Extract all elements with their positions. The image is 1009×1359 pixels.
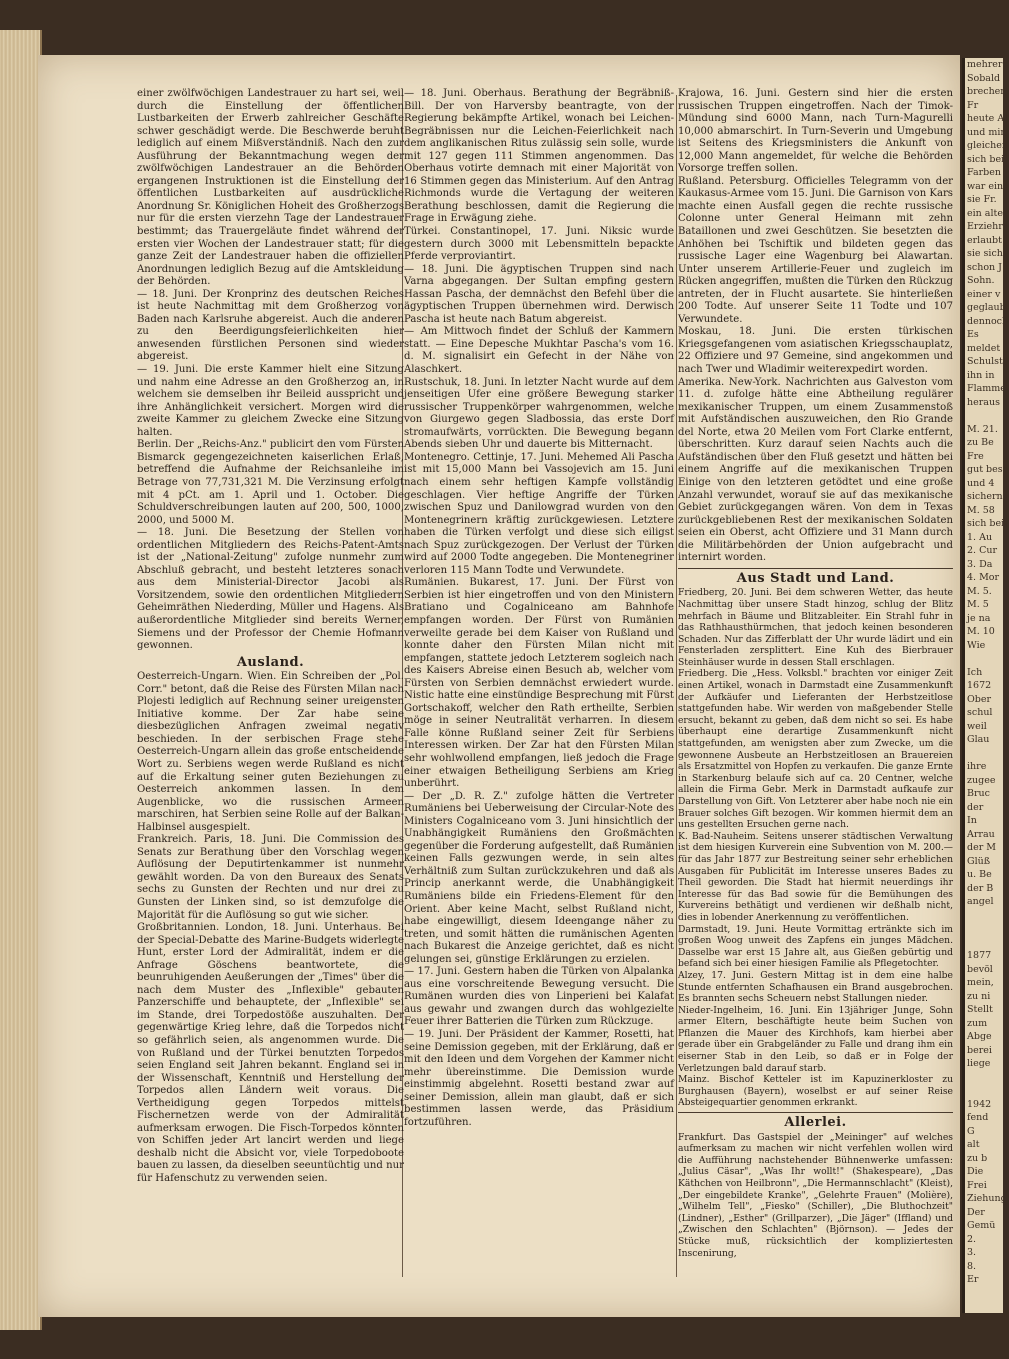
adjacent-page-line: heute Al — [967, 113, 1008, 124]
adjacent-page-line: alt — [967, 1139, 980, 1150]
section-heading-ausland: Ausland. — [236, 654, 305, 670]
article-paragraph: — 18. Juni. Oberhaus. Berathung der Begräbniß-Bill. Der von Harversby beantragte, von der Regierung bekämpfte Artikel, wonach bei Leichen-Begräbnissen nur die Leichen-Feierlichkeit nach dem anglikanischen Ritus zulässig sein solle, wurde mit 127 gegen 111 Stimmen angenommen. Das Oberhaus votirte demnach mit einer Majorität von 16 Stimmen gegen das Ministerium. Auf den Antrag Richmonds wurde die Vertagung der weiteren Berathung beschlossen, damit die Regierung die Frage in Erwägung ziehe. — [404, 88, 674, 225]
article-paragraph: Rumänien. Bukarest, 17. Juni. Der Fürst von Serbien ist hier eingetroffen und von den Ministern Bratiano und Cogalniceano am Bahnhofe empfangen worden. Der Fürst von Rumänien verweilte gerade bei dem Kaiser von Rußland und konnte daher den Fürsten Milan nicht mit empfangen, stattete jedoch Letzterem sogleich nach des Kaisers Abreise einen Besuch ab, welcher vom Fürsten von Serbien demnächst erwiedert wurde. Nistic hatte eine einstündige Besprechung mit Fürst Gortschakoff, welcher den Rath ertheilte, Serbien möge in seiner Neutralität verharren. In diesem Falle könne Rußland seiner Zeit für Serbiens Interessen wirken. Der Zar hat den Fürsten Milan sehr wohlwollend empfangen, ließ jedoch die Frage einer etwaigen Betheiligung Serbiens am Krieg unberührt. — [404, 577, 674, 790]
adjacent-page-line: heraus — [967, 396, 1000, 408]
adjacent-page-line: Die — [967, 1166, 984, 1177]
adjacent-page-line: Fr — [967, 99, 979, 111]
article-paragraph: — 18. Juni. Die ägyptischen Truppen sind nach Varna abgegangen. Der Sultan empfing gestern Hassan Pascha, der demnächst den Befehl über die ägyptischen Truppen übernehmen wird. Derwisch Pascha ist heute nach Batum abgereist. — [404, 263, 674, 325]
adjacent-page-line: 1672 — [967, 680, 992, 691]
adjacent-page-line: Schulst — [967, 356, 1003, 367]
adjacent-page-line — [965, 747, 1003, 761]
adjacent-page-line: Stellt — [967, 1004, 993, 1015]
adjacent-page-line: fend — [967, 1112, 989, 1123]
adjacent-page-line: mehrere — [967, 59, 1009, 70]
adjacent-page-line: Gemü — [967, 1220, 996, 1231]
adjacent-page-line: schon J — [967, 261, 1002, 273]
article-paragraph: — 17. Juni. Gestern haben die Türken von Alpalanka aus eine vorschreitende Bewegung versucht. Die Rumänen wurden dies von Linperieni bei Kalafat aus gewahr und zwangen durch das wohlgezielte Feuer ihrer Batterien die Türken zum Rückzuge. — [404, 966, 674, 1028]
article-paragraph: — 19. Juni. Der Präsident der Kammer, Rosetti, hat seine Demission gegeben, mit der Erklärung, daß er mit den Ideen und dem Vorgehen der Kammer nicht mehr übereinstimme. Die Demission wurde einstimmig abgelehnt. Rosetti bestand zwar auf seiner Demission, allein man glaubt, daß er sich bestimmen lassen werde, das Präsidium fortzuführen. — [404, 1029, 674, 1128]
article-paragraph: Krajowa, 16. Juni. Gestern sind hier die ersten russischen Truppen eingetroffen. Nach der Timok-Mündung sind 6000 Mann, nach Turn-Magurelli 10,000 abmarschirt. In Turn-Severin und Umgebung ist Seitens des Kriegsministers die Ankunft von 12,000 Mann angemeldet, für welche die Behörden Vorsorge treffen sollen. — [678, 88, 953, 175]
adjacent-page-line — [965, 1071, 1003, 1085]
adjacent-page-line: bevöl — [967, 963, 993, 975]
adjacent-page-line: Erziehr — [967, 221, 1003, 232]
article-paragraph: Darmstadt, 19. Juni. Heute Vormittag ertränkte sich im großen Woog unweit des Zapfens ein junges Mädchen. Dasselbe war erst 15 Jahre alt, aus Gießen gebürtig und befand sich bei einer hiesigen Familie als Pflegetochter. — [678, 923, 953, 970]
article-paragraph: Montenegro. Cettinje, 17. Juni. Mehemed Ali Pascha ist mit 15,000 Mann bei Vassojevich am 15. Juni nach einem sehr heftigen Kampfe vollständig geschlagen. Vier heftige Angriffe der Türken zwischen Spuz und Danilowgrad wurden von den Montenegrinern kräftig zurückgewiesen. Letztere haben die Türken verfolgt und diese sich eiligst nach Spuz zurückgezogen. Der Verlust der Türken wird auf 2000 Todte angegeben. Die Montenegriner verloren 115 Mann Todte und Verwundete. — [404, 451, 674, 576]
adjacent-page-line: Arrau — [967, 828, 995, 840]
column-1 — [137, 88, 404, 1288]
adjacent-page-line: meldet — [967, 342, 1001, 354]
article-paragraph: Moskau, 18. Juni. Die ersten türkischen Kriegsgefangenen vom asiatischen Kriegsschauplatz, 22 Offiziere und 97 Gemeine, sind angekommen und nach Twer und Wladimir weiterexpedirt worden. — [678, 326, 953, 376]
adjacent-page-line: Frei — [967, 1179, 987, 1191]
adjacent-page-line: 2. — [967, 1233, 977, 1245]
adjacent-page-line: dennoch — [967, 315, 1009, 327]
article-paragraph: Amerika. New-York. Nachrichten aus Galveston vom 11. d. zufolge hätte eine Abtheilung regulärer mexikanischer Truppen, um einem Zusammenstoß mit Aufständischen auszuweichen, den Rio Grande del Norte, etwa 20 Meilen vom Fort Clarke entfernt, überschritten. Kurz darauf seien Nachts auch die Aufständischen über den Fluß gesetzt und hätten bei einem Angriffe auf die mexikanischen Truppen Einige von den letzteren getödtet und eine große Anzahl verwundet, worauf sie auf das mexikanische Gebiet zurückgegangen wären. Von dem in Texas zurückgebliebenen Rest der mexikanischen Soldaten seien ein Oberst, acht Offiziere und 31 Mann durch die Militärbehörden der Union aufgebracht und internirt worden. — [678, 376, 953, 564]
adjacent-page-line: M. 10 — [967, 626, 995, 637]
adjacent-page-line — [965, 936, 1003, 950]
adjacent-page-line: gut besc — [967, 464, 1008, 475]
adjacent-page-line: je na — [967, 612, 991, 624]
adjacent-page-line: der B — [967, 882, 994, 894]
adjacent-page-line: 1877 — [967, 950, 992, 961]
adjacent-page-line: sichern — [967, 491, 1003, 502]
book-edge — [0, 30, 42, 1330]
article-paragraph: — Am Mittwoch findet der Schluß der Kammern statt. — Eine Depesche Mukhtar Pascha's vom 16. d. M. signalisirt ein Gefecht in der Nähe von Alaschkert. — [404, 326, 674, 376]
section-divider — [678, 568, 953, 569]
adjacent-page-line — [965, 1084, 1003, 1098]
section-heading-stadt-und-land: Aus Stadt und Land. — [736, 570, 895, 586]
adjacent-page-line: 3. Da — [967, 558, 993, 570]
article-paragraph: Frankreich. Paris, 18. Juni. Die Commission des Senats zur Berathung über den Vorschlag wegen Auflösung der Deputirtenkammer ist nunmehr gewählt worden. Da von den Bureaux des Senats sechs zu Gunsten der Rechten und nur drei zu Gunsten der Linken sind, so ist demzufolge die Majorität für die Auflösung so gut wie sicher. — [137, 834, 404, 921]
adjacent-page-line: weil — [967, 720, 987, 732]
adjacent-page-line: der — [967, 801, 984, 813]
article-paragraph: Berlin. Der „Reichs-Anz." publicirt den vom Fürsten Bismarck gegengezeichneten kaiserlichen Erlaß, betreffend die Aufnahme der Reichsanleihe im Betrage von 77,731,321 M. Die Verzinsung erfolgt mit 4 pCt. am 1. April und 1. October. Die Schuldverschreibungen lauten auf 200, 500, 1000, 2000, und 5000 M. — [137, 439, 404, 526]
adjacent-page-line: berei — [967, 1044, 992, 1056]
adjacent-page-line: zu Be — [967, 437, 994, 448]
adjacent-page-line — [965, 922, 1003, 936]
adjacent-page-line: und 4 — [967, 477, 995, 489]
adjacent-page-line: Er — [967, 1274, 979, 1285]
adjacent-page-line: Sohn. — [967, 275, 995, 286]
adjacent-page-line: Flamme — [967, 383, 1006, 394]
adjacent-page-line: 2. Cur — [967, 545, 998, 556]
adjacent-page-line: zum — [967, 1017, 988, 1029]
adjacent-page-line: M. 58 — [967, 504, 995, 516]
adjacent-page-line — [965, 909, 1003, 923]
adjacent-page-line: Glüß — [967, 855, 991, 867]
adjacent-page-line — [965, 652, 1003, 666]
adjacent-page-line: sich bei — [967, 153, 1005, 165]
adjacent-page-line: und mir — [967, 126, 1005, 138]
adjacent-page-line: Wie — [967, 639, 986, 651]
adjacent-page-line: Glau — [967, 734, 990, 745]
adjacent-page-line: zu ni — [967, 990, 991, 1002]
adjacent-page-line: Sobald — [967, 72, 1001, 84]
article-paragraph: Mainz. Bischof Ketteler ist im Kapuzinerkloster zu Burghausen (Bayern), woselbst er auf seiner Reise Absteigequartier genommen erkrankt. — [678, 1074, 953, 1109]
article-paragraph: — 19. Juni. Die erste Kammer hielt eine Sitzung und nahm eine Adresse an den Großherzog an, in welchem sie demselben ihr Beileid ausspricht und ihre Anhänglichkeit versichert. Morgen wird die zweite Kammer zu gleichem Zwecke eine Sitzung halten. — [137, 364, 404, 438]
adjacent-page-line: Ich — [967, 666, 983, 678]
adjacent-page-line: geglaub — [967, 302, 1006, 313]
adjacent-page-line: M. 21. — [967, 423, 998, 435]
adjacent-page-line: Fre — [967, 450, 984, 462]
adjacent-page-line: ihn in — [967, 369, 995, 381]
article-paragraph: — Der „D. R. Z." zufolge hätten die Vertreter Rumäniens bei Ueberweisung der Circular-Note des Ministers Cogalniceano vom 3. Juni hinsichtlich der Unabhängigkeit Rumäniens den Großmächten gegenüber die Forderung aufgestellt, daß Rumänien keinen Falls gezwungen werde, in sein altes Verhältniß zum Sultan zurückzukehren und daß als Princip anerkannt werde, die Unabhängigkeit Rumäniens bilde ein Friedens-Element für den Orient. Aber keine Macht, selbst Rußland nicht, habe eingewilligt, diesem Ideengange näher zu treten, und somit hätten die rumänischen Agenten nach Bukarest die Anzeige gerichtet, daß es nicht gelungen sei, günstige Erklärungen zu erzielen. — [404, 790, 674, 965]
article-paragraph: Alzey, 17. Juni. Gestern Mittag ist in dem eine halbe Stunde entfernten Schafhausen ein Brand ausgebrochen. Es brannten sechs Scheuern nebst Stallungen nieder. — [678, 969, 953, 1005]
local-news-block — [678, 587, 953, 1109]
adjacent-page-line: Es — [967, 329, 979, 340]
column-2 — [404, 88, 674, 1288]
article-paragraph: — 18. Juni. Die Besetzung der Stellen von ordentlichen Mitgliedern des Reichs-Patent-Amts ist der „National-Zeitung" zufolge nunmehr zum Abschluß gebracht, und besteht letzteres sonach aus dem Ministerial-Director Jacobi als Vorsitzendem, sowie den ordentlichen Mitgliedern Geheimräthen Niederding, Müller und Hagens. Als außerordentliche Mitglieder sind bereits Werner, Siemens und der Professor der Chemie Hofmann gewonnen. — [137, 527, 404, 652]
adjacent-page-line: ihre — [967, 761, 987, 772]
adjacent-page-line: zu b — [967, 1152, 988, 1164]
adjacent-page-line: der M — [967, 842, 996, 853]
adjacent-page-line: In — [967, 815, 977, 826]
adjacent-page-line: Ober — [967, 693, 992, 705]
article-paragraph: K. Bad-Nauheim. Seitens unserer städtischen Verwaltung ist dem hiesigen Kurverein eine Subvention von M. 200.— für das Jahr 1877 zur Bestreitung seiner sehr erheblichen Ausgaben für Publicität im Interesse unseres Bades zu Theil geworden. Die Stadt hat hiermit neuerdings ihr Interesse für das Bad sowie für die Bemühungen des Kurvereins bethätigt und verdienen wir deßhalb nicht, dies in lobender Anerkennung zu veröffentlichen. — [678, 830, 953, 923]
adjacent-page-line: sie Fr. — [967, 194, 997, 205]
adjacent-page-line: Farben — [967, 167, 1001, 178]
adjacent-page-line: Ziehung — [967, 1193, 1007, 1204]
adjacent-page-line: gleicher — [967, 140, 1007, 151]
article-paragraph: Großbritannien. London, 18. Juni. Unterhaus. Bei der Special-Debatte des Marine-Budgets widerlegte Hunt, erster Lord der Admiralität, indem er die Anfrage Göschens beantwortete, die beunruhigenden Aeußerungen der „Times" über die nach dem Muster des „Inflexible" gebauten Panzerschiffe und behauptete, der „Inflexible" sei im Stande, drei Torpedostöße auszuhalten. Der gegenwärtige Krieg lehre, daß die Torpedos nicht so gefährlich seien, als angenommen wurde. Die von Rußland und der Türkei benutzten Torpedos seien England seit Jahren bekannt. England sei in der Wissenschaft, Kenntniß und Herstellung der Torpedos allen Ländern weit voraus. Die Vertheidigung gegen Torpedos mittelst Fischernetzen werde von der Admiralität aufmerksam erwogen. Die Fisch-Torpedos könnten von Schiffen jeder Art lancirt werden und liege deshalb nicht die Absicht vor, viele Torpedoboote bauen zu lassen, da dieselben seeuntüchtig und nur für Hafenschutz zu verwenden seien. — [137, 922, 404, 1185]
adjacent-page-line: M. 5. — [967, 585, 992, 597]
section-divider — [678, 1112, 953, 1113]
article-paragraph: — 18. Juni. Der Kronprinz des deutschen Reiches ist heute Nachmittag mit dem Großherzog von Baden nach Karlsruhe abgereist. Auch die anderen zu den Beerdigungsfeierlichkeiten hier anwesenden fürstlichen Personen sind wieder abgereist. — [137, 288, 404, 363]
adjacent-page-line: sich bei — [967, 518, 1005, 529]
adjacent-page-line: u. Be — [967, 869, 992, 880]
adjacent-page-line: 3. — [967, 1247, 977, 1258]
adjacent-page-line: G — [967, 1125, 975, 1137]
misc-news-block — [678, 1132, 953, 1260]
adjacent-page-line: mein, — [967, 977, 994, 988]
adjacent-page-line: erlaubt — [967, 234, 1002, 246]
adjacent-page-line: Der — [967, 1206, 985, 1218]
adjacent-page-line: 4. Mor — [967, 572, 1000, 583]
article-paragraph: Friedberg, 20. Juni. Bei dem schweren Wetter, das heute Nachmittag über unsere Stadt hinzog, schlug der Blitz mehrfach in Bäume und Blitzableiter. Ein Strahl fuhr in das Rathhausthürmchen, that jedoch keinen besonderen Schaden. Nur das Zifferblatt der Uhr wurde lädirt und ein Fensterladen zersplittert. Eine Kuh des Bierbrauer Steinhäuser wurde in dessen Stall erschlagen. — [678, 587, 953, 668]
article-paragraph: einer zwölfwöchigen Landestrauer zu hart sei, weil durch die Einstellung der öffentlichen Lustbarkeiten der Erwerb zahlreicher Geschäfte schwer geschädigt werde. Die Beschwerde beruht lediglich auf einem Mißverständniß. Nach den zur Ausführung der Bekanntmachung wegen der zwölfwöchigen Landestrauer an die Behörden ergangenen Instruktionen ist die Einstellung der öffentlichen Lustbarkeiten auf ausdrückliche Anordnung Sr. Königlichen Hoheit des Großherzogs nur für die ersten vierzehn Tage der Landestrauer bestimmt; das Trauergeläute findet während der ersten vier Wochen der Landestrauer statt; für die ganze Zeit der Landestrauer haben die offiziellen Anordnungen lediglich Bezug auf die Amtskleidung der Behörden. — [137, 88, 404, 288]
adjacent-page-line: 1. Au — [967, 531, 993, 543]
adjacent-page-line: war ein — [967, 180, 1004, 192]
article-paragraph: Frankfurt. Das Gastspiel der „Meininger" auf welches aufmerksam zu machen wir nicht verfehlen wollen wird die Aufführung nachstehender Bühnenwerke umfassen: „Julius Cäsar", „Was Ihr wollt!" (Shakespeare), „Das Käthchen von Heilbronn", „Die Hermannschlacht" (Kleist), „Der eingebildete Kranke", „Gelehrte Frauen" (Molière), „Wilhelm Tell", „Fiesko" (Schiller), „Die Bluthochzeit" (Lindner), „Esther" (Grillparzer), „Die Jäger" (Iffland) und „Zwischen den Schlachten" (Björnson). — Jedes der Stücke muß, rücksichtlich der kompliziertesten Inscenirung, — [678, 1131, 953, 1259]
adjacent-page-fragment — [962, 58, 1009, 1313]
article-paragraph: Türkei. Constantinopel, 17. Juni. Niksic wurde gestern durch 3000 mit Lebensmitteln bepackte Pferde verproviantirt. — [404, 226, 674, 263]
article-paragraph: Friedberg. Die „Hess. Volksbl." brachten vor einiger Zeit einen Artikel, wonach in Darmstadt eine Zusammenkunft der Aufkäufer und Lieferanten der Herbstzeitlose stattgefunden habe. Wir werden von maßgebender Stelle ersucht, bekannt zu geben, daß dem nicht so sei. Es habe überhaupt eine derartige Zusammenkunft nicht stattgefunden, am wenigsten aber zum Zwecke, um die gewonnene Ausbeute an Herbstzeitlosen an Brauereien als Ersatzmittel von Hopfen zu verkaufen. Die ganze Ernte in Starkenburg belaufe sich auf ca. 20 Centner, welche allein die Firma Gebr. Merk in Darmstadt aufkaufe zur Darstellung von Gift. Von Letzterer aber habe noch nie ein Brauer solches Gift bezogen. Wir kommen hiermit dem an uns gestellten Ersuchen gerne nach. — [678, 668, 953, 831]
adjacent-page-line: sie sich — [967, 248, 1003, 259]
adjacent-page-line — [965, 409, 1003, 423]
adjacent-page-line: brechen, — [967, 86, 1009, 97]
adjacent-page-line: 1942 — [967, 1098, 992, 1110]
adjacent-page-line: angel — [967, 896, 994, 907]
adjacent-page-line: Bruc — [967, 788, 990, 799]
article-paragraph: Rußland. Petersburg. Officielles Telegramm von der Kaukasus-Armee vom 15. Juni. Die Garnison von Kars machte einen Ausfall gegen die rechte russische Colonne unter General Heimann mit zehn Bataillonen und zwei Geschützen. Sie besetzten die Anhöhen bei Tschiftik und bildeten gegen das russische Lager eine Wagenburg bei Alawartan. Unter unserem Artillerie-Feuer und zugleich im Rücken angegriffen, mußten die Türken den Rückzug antreten, der in Flucht ausartete. Sie hinterließen 200 Todte. Auf unserer Seite 11 Todte und 107 Verwundete. — [678, 175, 953, 325]
adjacent-page-line: liege — [967, 1058, 991, 1069]
adjacent-page-line: zugee — [967, 774, 996, 786]
column-rule — [676, 95, 677, 1277]
adjacent-page-line: einer v — [967, 288, 1001, 300]
adjacent-page-line: ein alte — [967, 207, 1003, 219]
adjacent-page-line: 8. — [967, 1260, 977, 1272]
column-3 — [678, 88, 953, 1288]
adjacent-page-line: M. 5 — [967, 599, 989, 610]
adjacent-page-line: schul — [967, 707, 993, 718]
article-paragraph: Oesterreich-Ungarn. Wien. Ein Schreiben der „Pol. Corr." betont, daß die Reise des Fürsten Milan nach Plojesti lediglich auf Rechnung seiner ureigensten Initiative komme. Der Zar habe seine diesbezüglichen Anfragen zweimal negativ beschieden. In der serbischen Frage stehe Oesterreich-Ungarn allein das große entscheidende Wort zu. Serbiens wegen werde Rußland es nicht auf die Erkaltung seiner guten Beziehungen zu Oesterreich ankommen lassen. In dem Augenblicke, wo die russischen Armeen marschiren, hat Serbien seine Rolle auf der Balkan-Halbinsel ausgespielt. — [137, 671, 404, 833]
article-paragraph: Nieder-Ingelheim, 16. Juni. Ein 13jähriger Junge, Sohn armer Eltern, beschäftigte heute beim Suchen von Pflanzen die Mauer des Kirchhofs, kam hierbei aber gerade über ein Grabgeländer zu Falle und drang ihm ein eiserner Stab in den Leib, so daß er in Folge der Verletzungen bald darauf starb. — [678, 1004, 953, 1074]
article-paragraph: Rustschuk, 18. Juni. In letzter Nacht wurde auf dem jenseitigen Ufer eine größere Bewegung starker russischer Truppenkörper wahrgenommen, welche von Giurgewo gegen Sladbossia, das erste Dorf stromaufwärts, vorrückten. Die Bewegung begann Abends sieben Uhr und dauerte bis Mitternacht. — [404, 376, 674, 451]
section-heading-allerlei: Allerlei. — [784, 1115, 847, 1131]
adjacent-page-line: Abge — [967, 1031, 992, 1042]
